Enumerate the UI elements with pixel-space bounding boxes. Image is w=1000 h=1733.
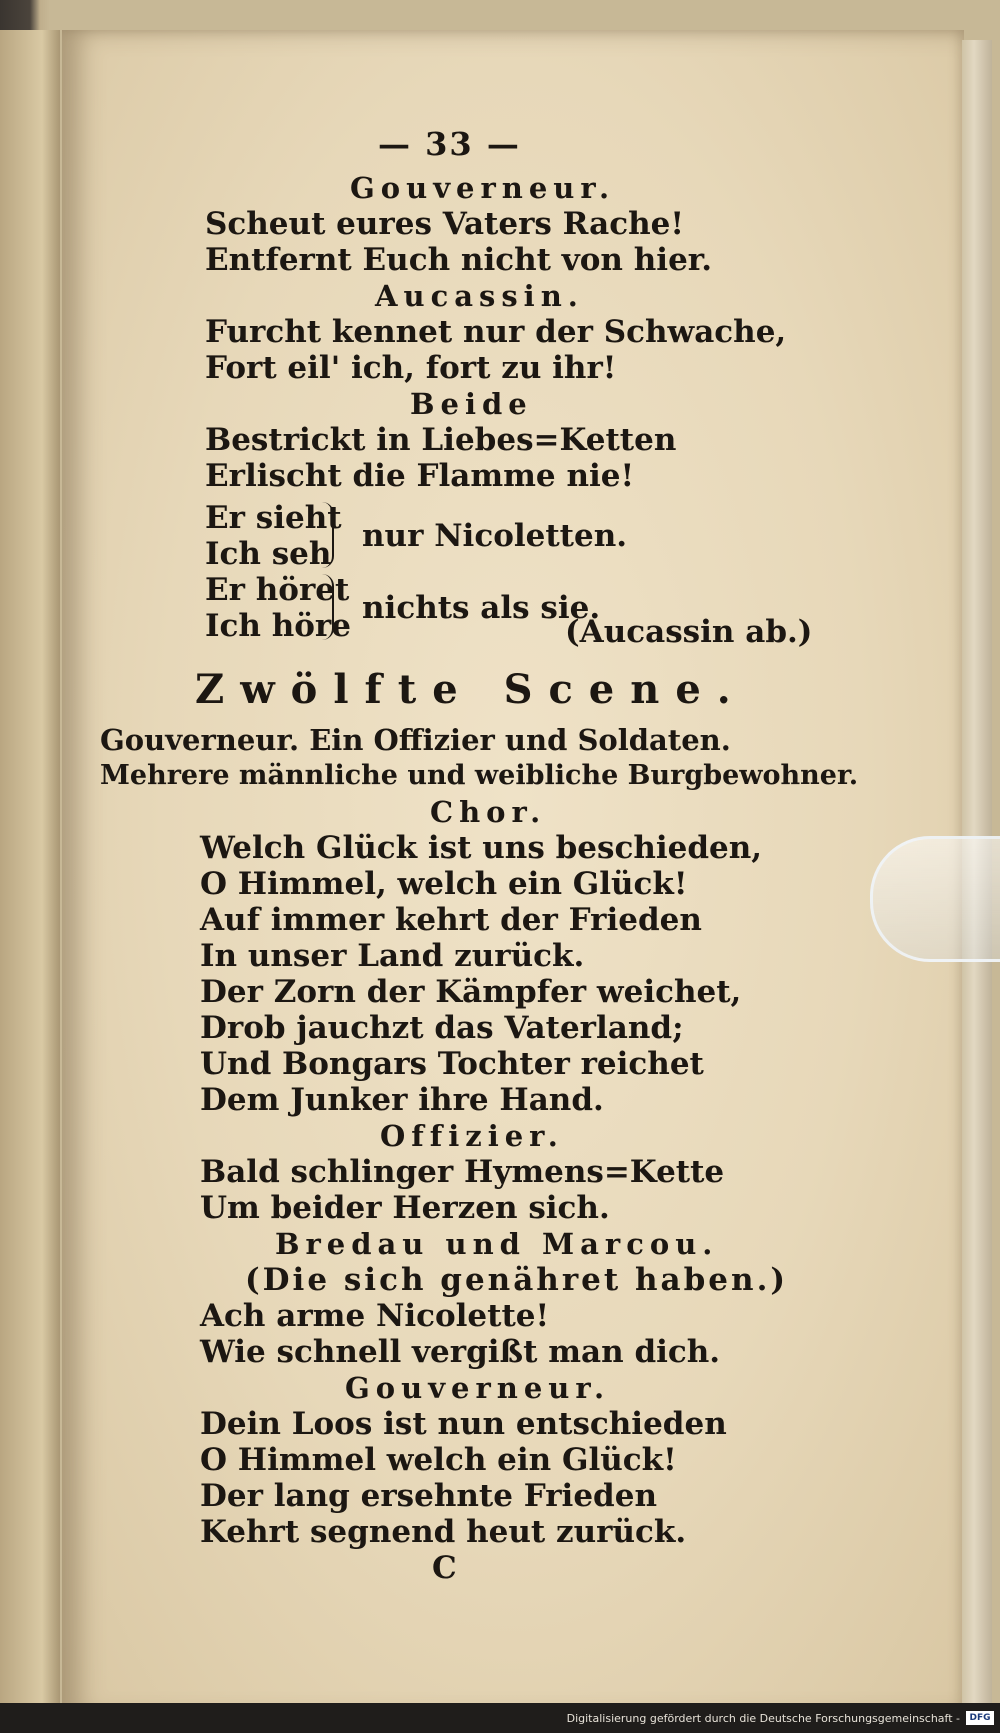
speaker-heading: Aucassin. [375, 279, 584, 313]
verse-line: Bald schlinger Hymens=Kette [200, 1154, 725, 1190]
signature-mark: C [432, 1550, 457, 1586]
cast-line: Gouverneur. Ein Offizier und Soldaten. [100, 723, 731, 757]
verse-line: Scheut eures Vaters Rache! [205, 206, 684, 242]
speaker-heading: Gouverneur. [350, 171, 616, 205]
footer-credit: Digitalisierung gefördert durch die Deutsche Forschungsgemeinschaft - [566, 1712, 960, 1725]
verse-line: Er sieht [205, 500, 342, 536]
verse-line: O Himmel, welch ein Glück! [200, 866, 688, 902]
verse-line: Drob jauchzt das Vaterland; [200, 1010, 684, 1046]
verse-line: Er höret [205, 572, 350, 608]
verse-line: Wie schnell vergißt man dich. [200, 1334, 721, 1370]
verse-line: Entfernt Euch nicht von hier. [205, 242, 713, 278]
verse-line: O Himmel welch ein Glück! [200, 1442, 677, 1478]
verse-line: Der lang ersehnte Frieden [200, 1478, 657, 1514]
brace [322, 502, 334, 568]
verse-line: Und Bongars Tochter reichet [200, 1046, 704, 1082]
cast-line: Mehrere männliche und weibliche Burgbewohner. [100, 760, 859, 791]
footer-bar [0, 1703, 1000, 1733]
verse-line: Ich höre [205, 608, 351, 644]
stage-direction: (Aucassin ab.) [565, 614, 813, 650]
speaker-heading: Chor. [430, 795, 547, 829]
dfg-logo-icon: DFG [966, 1711, 994, 1725]
verse-line: Kehrt segnend heut zurück. [200, 1514, 687, 1550]
verse-line: Fort eil' ich, fort zu ihr! [205, 350, 617, 386]
brace [322, 574, 334, 640]
stage-direction: (Die sich genähret haben.) [245, 1262, 789, 1298]
speaker-heading: Bredau und Marcou. [275, 1227, 719, 1261]
verse-line: Ich seh [205, 536, 332, 572]
verse-line: Dem Junker ihre Hand. [200, 1082, 604, 1118]
verse-line: Auf immer kehrt der Frieden [200, 902, 702, 938]
scene-title: Zwölfte Scene. [195, 666, 747, 713]
verse-line: Ach arme Nicolette! [200, 1298, 550, 1334]
verse-line: Furcht kennet nur der Schwache, [205, 314, 787, 350]
verse-line: Erlischt die Flamme nie! [205, 458, 635, 494]
verse-line: Bestrickt in Liebes=Ketten [205, 422, 677, 458]
speaker-heading: Gouverneur. [345, 1371, 611, 1405]
verse-line: In unser Land zurück. [200, 938, 585, 974]
page-number: — 33 — [378, 125, 521, 163]
verse-line: nichts als sie. [362, 590, 601, 626]
verse-line: Welch Glück ist uns beschieden, [200, 830, 763, 866]
verse-line: Um beider Herzen sich. [200, 1190, 610, 1226]
speaker-heading: Beide [410, 387, 533, 421]
verse-line: Der Zorn der Kämpfer weichet, [200, 974, 742, 1010]
verse-line: nur Nicoletten. [362, 518, 628, 554]
verse-line: Dein Loos ist nun entschieden [200, 1406, 727, 1442]
speaker-heading: Offizier. [380, 1119, 564, 1153]
